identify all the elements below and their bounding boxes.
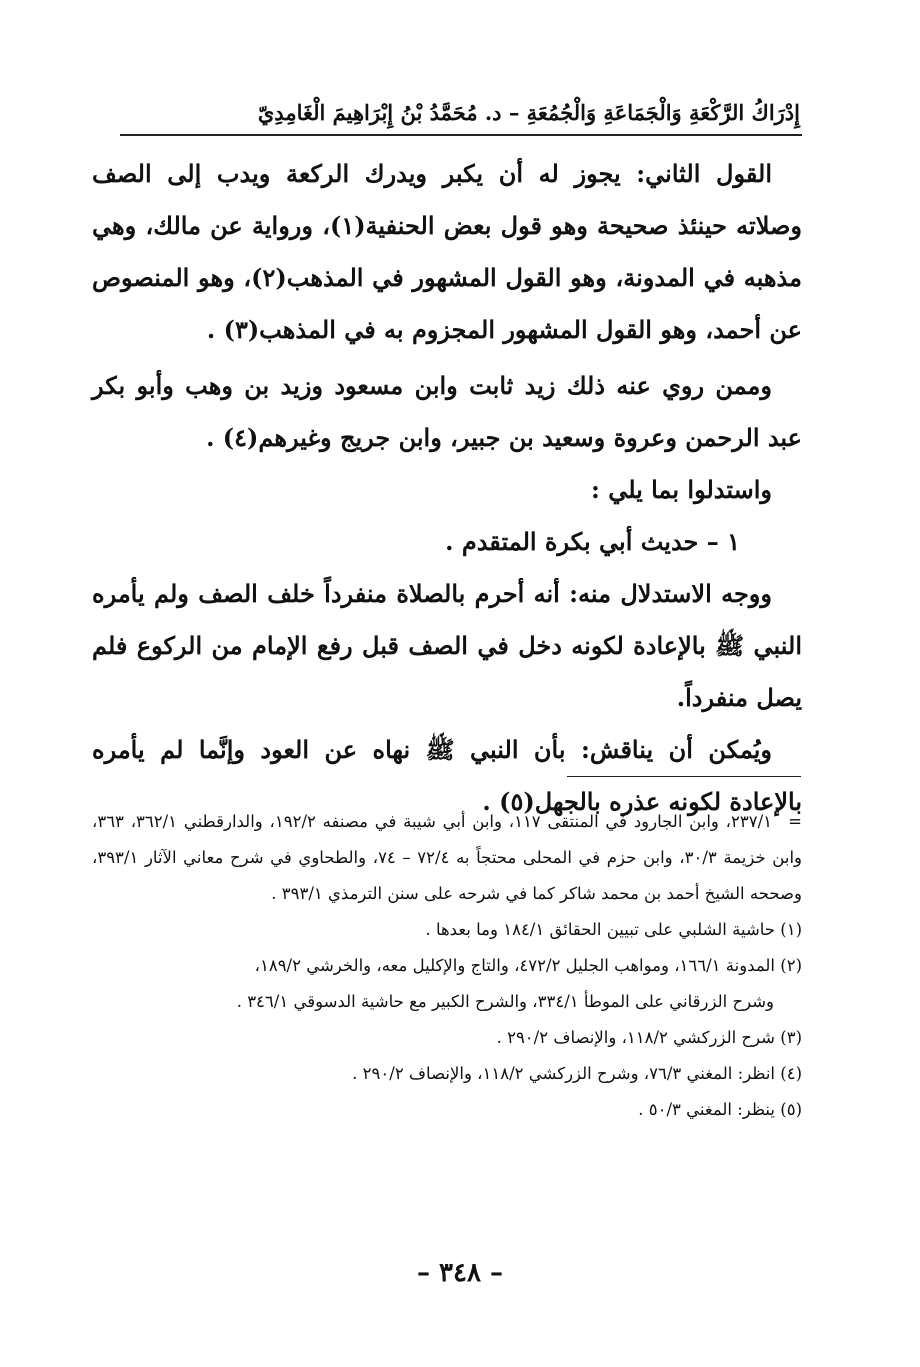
- paragraph-evidence-reasoning: ووجه الاستدلال منه: أنه أحرم بالصلاة منفرداً خلف الصف ولم يأمره النبي ﷺ بالإعادة لكونه دخل في الصف قبل رفع الإمام من الركوع فلم يصل منفرداً.: [92, 579, 802, 712]
- paragraph-rebuttal: ويُمكن أن يناقش: بأن النبي ﷺ نهاه عن العود وإنَّما لم يأمره بالإعادة لكونه عذره بالجهل(٥) .: [92, 735, 802, 816]
- paragraph-second-opinion: القول الثاني: يجوز له أن يكبر ويدرك الركعة ويدب إلى الصف وصلاته حينئذ صحيحة وهو قول بعض الحنفية(١)، ورواية عن مالك، وهي مذهبه في المدونة، وهو القول المشهور في المذهب(٢)، وهو المنصوص عن أحمد، وهو القول المشهور المجزوم به في المذهب(٣) .: [92, 159, 802, 344]
- header-rule: [120, 134, 802, 136]
- main-text: [92, 148, 802, 828]
- footnote-separator: [567, 776, 801, 777]
- running-header: إِدْرَاكُ الرَّكْعَةِ وَالْجَمَاعَةِ وَالْجُمُعَةِ – د. مُحَمَّدُ بْنُ إِبْرَاهِيمَ الْغَامِدِيّ: [257, 100, 800, 125]
- footnote-continuation: [92, 804, 802, 912]
- page-number: – ٣٤٨ –: [416, 1258, 504, 1288]
- footnote-5: (٥) ينظر: المغني ٥٠/٣ .: [638, 1100, 802, 1119]
- footnote-2-continued: وشرح الزرقاني على الموطأ ٣٣٤/١، والشرح الكبير مع حاشية الدسوقي ٣٤٦/١ .: [236, 992, 774, 1011]
- footnote-4: (٤) انظر: المغني ٧٦/٣، وشرح الزركشي ١١٨/٢، والإنصاف ٢٩٠/٢ .: [352, 1064, 802, 1083]
- paragraph-evidence-item-1: ١ – حديث أبي بكرة المتقدم .: [445, 527, 740, 556]
- paragraph-evidence-intro: واستدلوا بما يلي :: [590, 475, 772, 504]
- paragraph-narrators: وممن روي عنه ذلك زيد ثابت وابن مسعود وزيد بن وهب وأبو بكر عبد الرحمن وعروة وسعيد بن جبير، وابن جريج وغيرهم(٤) .: [92, 371, 802, 452]
- footnote-2: (٢) المدونة ١٦٦/١، ومواهب الجليل ٤٧٢/٢، والتاج والإكليل معه، والخرشي ١٨٩/٢،: [254, 956, 802, 975]
- continuation-marker: =: [788, 812, 802, 831]
- footnotes: [92, 804, 802, 1128]
- footnote-continuation-text: ٢٣٧/١، وابن الجارود في المنتقى ١١٧، وابن أبي شيبة في مصنفه ١٩٢/٢، والدارقطني ٣٦٢/١، ٣٦٣، وابن خزيمة ٣٠/٣، وابن حزم في المحلى محتجاً به ٧٢/٤ – ٧٤، والطحاوي في شرح معاني الآثار ٣٩٣/١، وصححه الشيخ أحمد بن محمد شاكر كما في شرحه على سنن الترمذي ٣٩٣/١ .: [92, 812, 802, 903]
- footnote-3: (٣) شرح الزركشي ١١٨/٢، والإنصاف ٢٩٠/٢ .: [496, 1028, 802, 1047]
- footnote-1: (١) حاشية الشلبي على تبيين الحقائق ١٨٤/١ وما بعدها .: [425, 920, 802, 939]
